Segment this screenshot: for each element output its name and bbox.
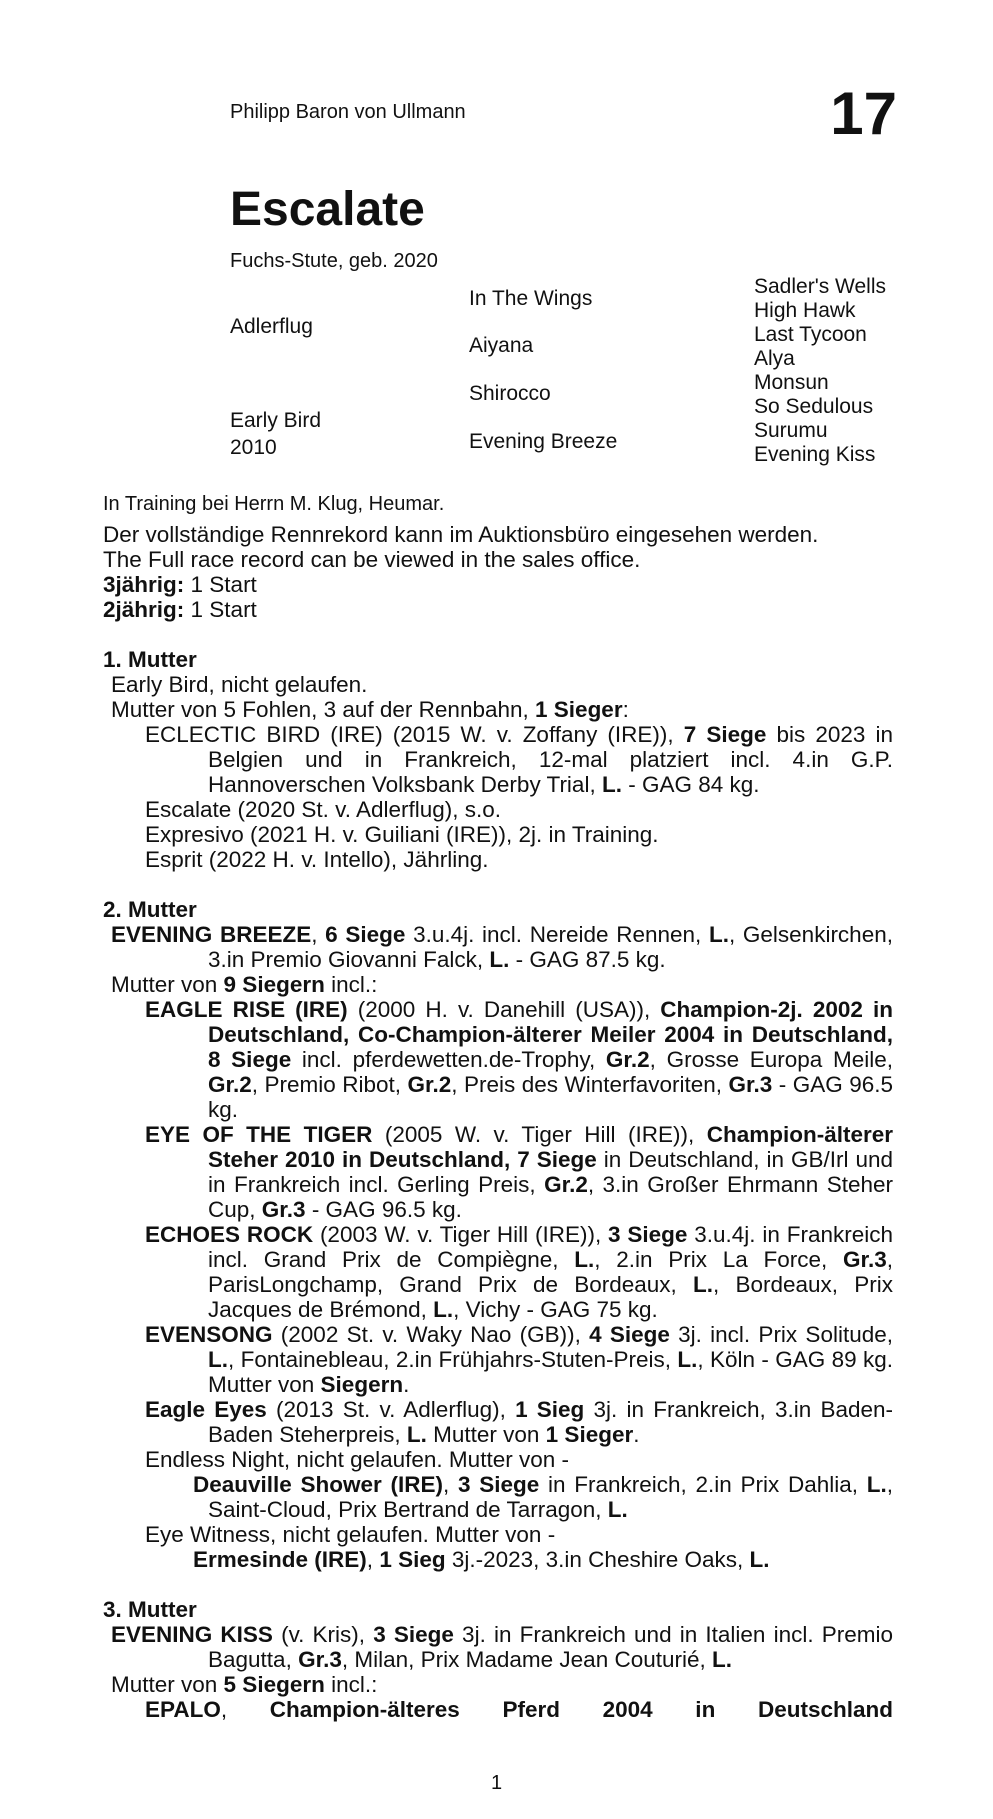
consignor-name: Philipp Baron von Ullmann (230, 101, 466, 123)
page-number: 1 (490, 1772, 503, 1794)
produce-entry: Esprit (2022 H. v. Intello), Jährling. (145, 847, 489, 872)
produce-entry: ECLECTIC BIRD (IRE) (2015 W. v. Zoffany (IRE)), 7 Siege bis 2023 in Belgien und in Frankreich, 12-mal platziert incl. 4.in G.P. Hannoverschen Volksbank Derby Trial, L. - GAG 84 kg. (145, 722, 893, 797)
pedigree-gen3-item: Evening Kiss (754, 443, 876, 466)
pedigree-gen3-item: Sadler's Wells (754, 275, 886, 298)
horse-name: Escalate (230, 183, 425, 236)
grandproduce-entry: Deauville Shower (IRE), 3 Siege in Frankreich, 2.in Prix Dahlia, L., Saint-Cloud, Prix Bertrand de Tarragon, L. (193, 1472, 894, 1522)
pedigree-dam-year: 2010 (230, 436, 277, 459)
dam3-produce-summary: Mutter von 5 Siegern incl.: (111, 1672, 378, 1697)
produce-entry: Escalate (2020 St. v. Adlerflug), s.o. (145, 797, 502, 822)
pedigree-gen2-item: Aiyana (469, 334, 534, 357)
pedigree-gen3-item: Alya (754, 347, 795, 370)
training-note: In Training bei Herrn M. Klug, Heumar. (103, 493, 445, 515)
dam2-name: EVENING BREEZE, 6 Siege 3.u.4j. incl. Nereide Rennen, L., Gelsenkirchen, 3.in Premio Giovanni Falck, L. - GAG 87.5 kg. (111, 922, 893, 972)
dam2-produce-summary: Mutter von 9 Siegern incl.: (111, 972, 378, 997)
catalogue-text (103, 522, 893, 1722)
dam3-name: EVENING KISS (v. Kris), 3 Siege 3j. in Frankreich und in Italien incl. Premio Bagutta, Gr.3, Milan, Prix Madame Jean Couturié, L. (111, 1622, 894, 1672)
dam3-heading: 3. Mutter (103, 1597, 197, 1622)
horse-description: Fuchs-Stute, geb. 2020 (230, 250, 438, 272)
dam1-produce-summary: Mutter von 5 Fohlen, 3 auf der Rennbahn, 1 Sieger: (111, 697, 629, 722)
pedigree-dam: Early Bird (230, 409, 322, 432)
pedigree-gen3-item: So Sedulous (754, 395, 874, 418)
pedigree-gen2-item: Shirocco (469, 382, 551, 405)
pedigree-gen3-item: Surumu (754, 419, 828, 442)
record-note-en: The Full race record can be viewed in the sales office. (103, 547, 641, 572)
pedigree-gen2-item: Evening Breeze (469, 430, 618, 453)
produce-entry: Endless Night, nicht gelaufen. Mutter von - (145, 1447, 569, 1472)
dam2-heading: 2. Mutter (103, 897, 197, 922)
pedigree-gen3-item: Monsun (754, 371, 829, 394)
produce-entry: EAGLE RISE (IRE) (2000 H. v. Danehill (USA)), Champion-2j. 2002 in Deutschland, Co-Champion-älterer Meiler 2004 in Deutschland, 8 Siege incl. pferdewetten.de-Trophy, Gr.2, Grosse Europa Meile, Gr.2, Premio Ribot, Gr.2, Preis des Winterfavoriten, Gr.3 - GAG 96.5 kg. (145, 997, 893, 1122)
produce-entry: Expresivo (2021 H. v. Guiliani (IRE)), 2j. in Training. (145, 822, 659, 847)
produce-entry: Eye Witness, nicht gelaufen. Mutter von - (145, 1522, 556, 1547)
pedigree-sire: Adlerflug (230, 315, 313, 338)
pedigree-gen3-item: High Hawk (754, 299, 856, 322)
pedigree-gen3-item: Last Tycoon (754, 323, 867, 346)
record-3yo: 3jährig: 1 Start (103, 572, 257, 597)
lot-number: 17 (830, 80, 897, 147)
produce-entry: Eagle Eyes (2013 St. v. Adlerflug), 1 Sieg 3j. in Frankreich, 3.in Baden-Baden Steherpreis, L. Mutter von 1 Sieger. (145, 1397, 894, 1447)
dam1-name: Early Bird, nicht gelaufen. (111, 672, 368, 697)
produce-entry: EVENSONG (2002 St. v. Waky Nao (GB)), 4 Siege 3j. incl. Prix Solitude, L., Fontainebleau, 2.in Frühjahrs-Stuten-Preis, L., Köln - GAG 89 kg. Mutter von Siegern. (145, 1322, 893, 1397)
record-note-de: Der vollständige Rennrekord kann im Auktionsbüro eingesehen werden. (103, 522, 819, 547)
produce-entry: EPALO, Champion-älteres Pferd 2004 in Deutschland (145, 1697, 893, 1722)
produce-entry: ECHOES ROCK (2003 W. v. Tiger Hill (IRE)), 3 Siege 3.u.4j. in Frankreich incl. Grand Prix de Compiègne, L., 2.in Prix La Force, Gr.3, ParisLongchamp, Grand Prix de Bordeaux, L., Bordeaux, Prix Jacques de Brémond, L., Vichy - GAG 75 kg. (145, 1222, 893, 1322)
dam1-heading: 1. Mutter (103, 647, 197, 672)
grandproduce-entry: Ermesinde (IRE), 1 Sieg 3j.-2023, 3.in Cheshire Oaks, L. (193, 1547, 770, 1572)
produce-entry: EYE OF THE TIGER (2005 W. v. Tiger Hill (IRE)), Champion-älterer Steher 2010 in Deutschland, 7 Siege in Deutschland, in GB/Irl und in Frankreich incl. Gerling Preis, Gr.2, 3.in Großer Ehrmann Steher Cup, Gr.3 - GAG 96.5 kg. (145, 1122, 893, 1222)
pedigree-gen2-item: In The Wings (469, 287, 593, 310)
record-2yo: 2jährig: 1 Start (103, 597, 257, 622)
